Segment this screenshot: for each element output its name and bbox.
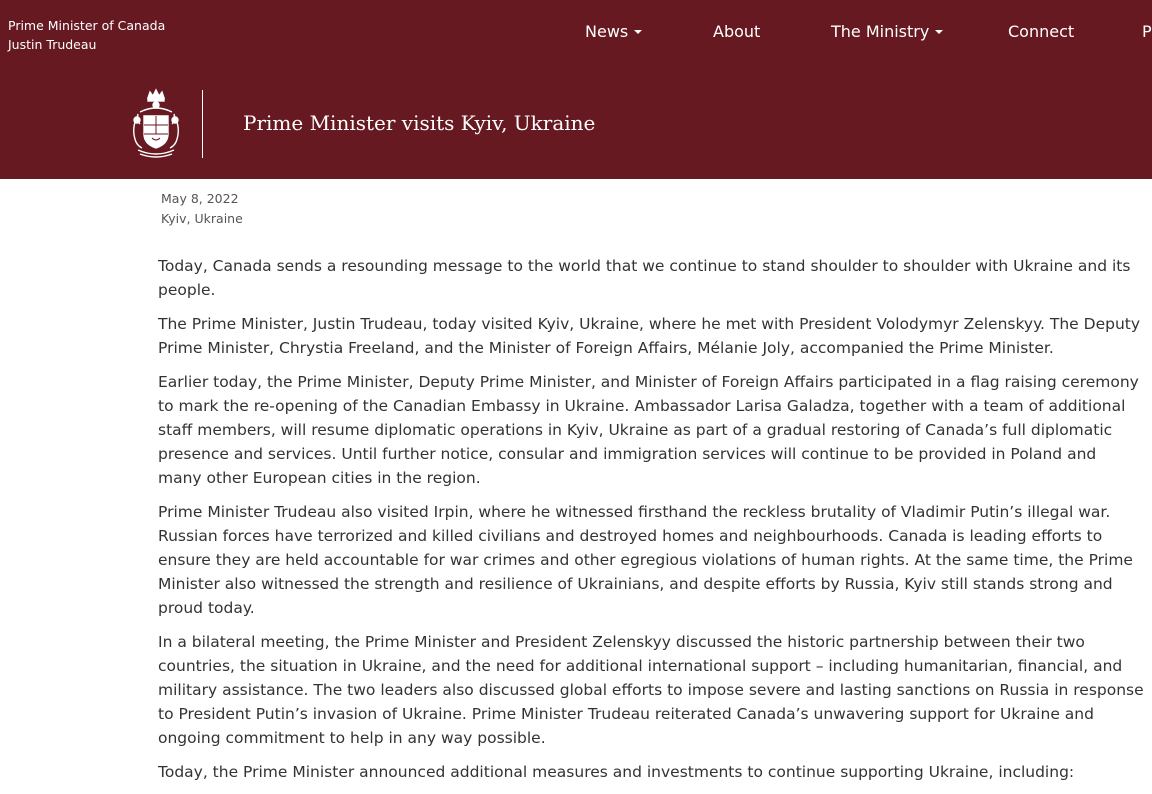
article-body [158,254,1144,794]
article-paragraph: The Prime Minister, Justin Trudeau, today visited Kyiv, Ukraine, where he met with President Volodymyr Zelenskyy. The Deputy Prime Minister, Chrystia Freeland, and the Minister of Foreign Affairs, Mélanie Joly, accompanied the Prime Minister. [158,315,1141,357]
article-paragraph: Earlier today, the Prime Minister, Deputy Prime Minister, and Minister of Foreign Affairs participated in a flag raising ceremony to mark the re-opening of the Canadian Embassy in Ukraine. Ambassador Larisa Galadza, together with a team of additional staff members, will resume diplomatic operations in Kyiv, Ukraine as part of a gradual restoring of Canada’s full diplomatic presence and services. Until further notice, consular and immigration services will continue to be provided in Poland and many other European cities in the region. [158,373,1139,487]
article-date: May 8, 2022 [161,191,239,206]
article-location: Kyiv, Ukraine [161,211,243,226]
nav-item-about[interactable] [713,21,760,43]
coat-of-arms-icon [130,88,182,160]
top-navigation-bar [0,0,1152,66]
article-paragraph: In a bilateral meeting, the Prime Minister and President Zelenskyy discussed the historic partnership between their two countries, the situation in Ukraine, and the need for additional international support – including humanitarian, financial, and military assistance. The two leaders also discussed global efforts to impose severe and lasting sanctions on Russia in response to President Putin’s invasion of Ukraine. Prime Minister Trudeau reiterated Canada’s unwavering support for Ukraine and ongoing commitment to help in any way possible. [158,633,1144,747]
caret-down-icon [935,30,943,34]
page-title: Prime Minister visits Kyiv, Ukraine [243,111,596,135]
title-divider [202,90,203,158]
nav-item-the-ministry[interactable] [831,21,943,43]
nav-item-label: News [585,22,629,41]
nav-item-label: About [713,22,761,41]
nav-item-truncated[interactable] [1142,21,1152,43]
article-meta [161,189,243,229]
brand-line-1: Prime Minister of Canada [8,18,166,33]
nav-item-news[interactable] [585,21,642,43]
nav-item-connect[interactable] [1008,21,1074,43]
title-banner [0,66,1152,179]
caret-down-icon [634,30,642,34]
article-paragraph: Prime Minister Trudeau also visited Irpin, where he witnessed firsthand the reckless brutality of Vladimir Putin’s illegal war. Russian forces have terrorized and killed civilians and destroyed homes and neighbourhoods. Canada is leading efforts to ensure they are held accountable for war crimes and other egregious violations of human rights. At the same time, the Prime Minister also witnessed the strength and resilience of Ukrainians, and despite efforts by Russia, Kyiv still stands strong and proud today. [158,503,1133,617]
nav-item-label: Connect [1008,22,1075,41]
nav-item-label: P [1142,22,1152,41]
article-paragraph: Today, the Prime Minister announced additional measures and investments to continue supporting Ukraine, including: [158,763,1075,781]
article-paragraph: Today, Canada sends a resounding message to the world that we continue to stand shoulder to shoulder with Ukraine and its people. [158,257,1131,299]
brand-line-2: Justin Trudeau [8,37,97,52]
nav-item-label: The Ministry [831,22,930,41]
main-nav [0,0,1152,66]
